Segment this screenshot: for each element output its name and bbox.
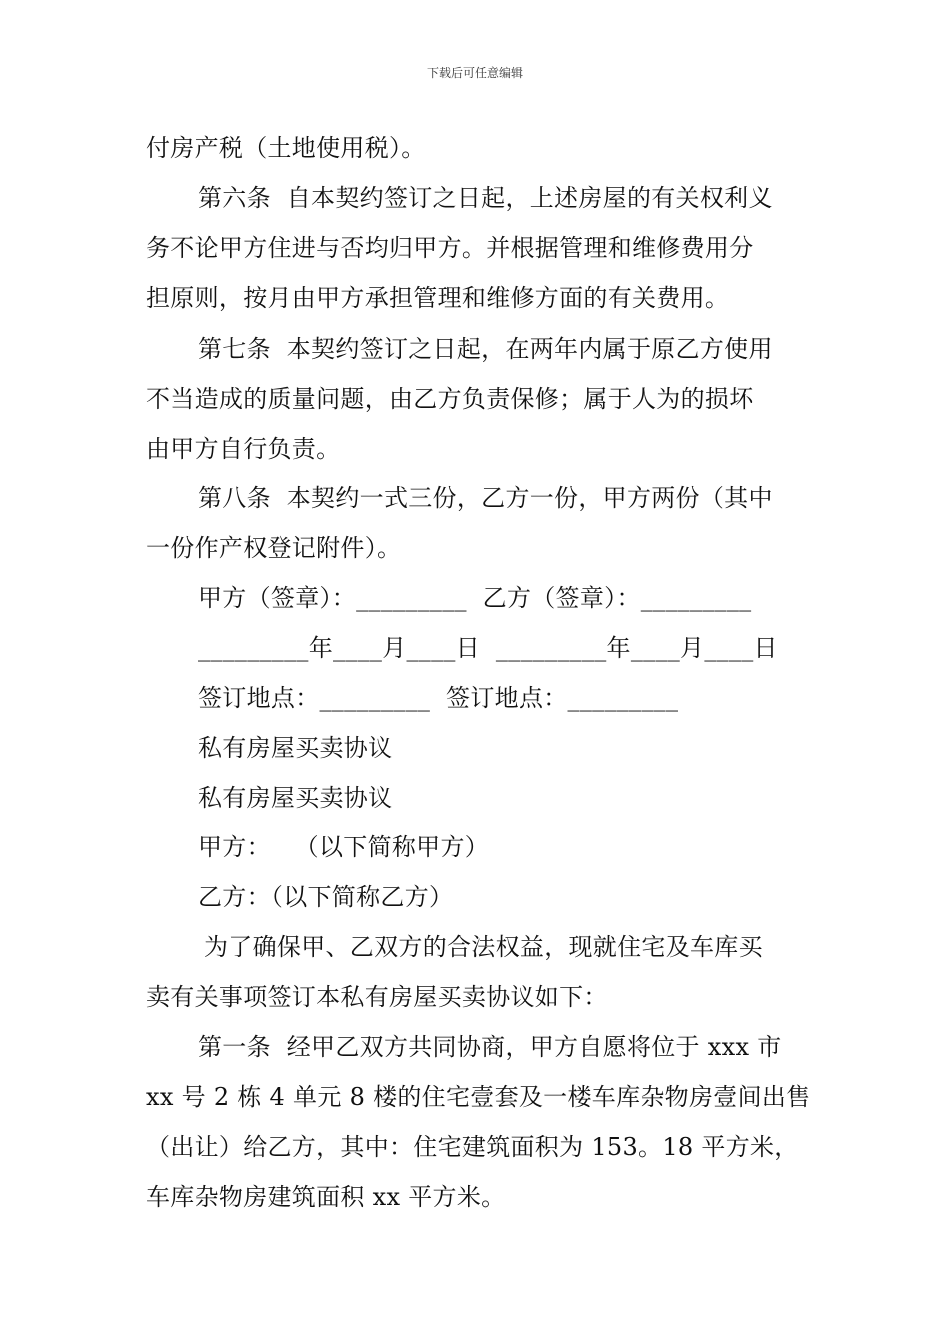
paragraph-line: 一份作产权登记附件）。 (146, 534, 402, 562)
paragraph-line: 担原则，按月由甲方承担管理和维修方面的有关费用。 (146, 284, 730, 312)
paragraph-line: 第六条 自本契约签订之日起，上述房屋的有关权利义 (198, 184, 773, 212)
paragraph-line: 第八条 本契约一式三份，乙方一份，甲方两份（其中 (198, 484, 773, 512)
section-title: 私有房屋买卖协议 (198, 734, 393, 762)
section-title: 私有房屋买卖协议 (198, 784, 393, 812)
location-line: 签订地点：_________ 签订地点：_________ (198, 684, 679, 712)
paragraph-line: 由甲方自行负责。 (146, 435, 341, 463)
paragraph-line: 第七条 本契约签订之日起，在两年内属于原乙方使用 (198, 335, 773, 363)
paragraph-line: 卖有关事项签订本私有房屋买卖协议如下： (146, 983, 608, 1011)
date-line: _________年____月____日 _________年____月____日 (198, 634, 778, 662)
paragraph-line: 务不论甲方住进与否均归甲方。并根据管理和维修费用分 (146, 234, 754, 262)
party-a-line: 甲方： （以下简称甲方） (198, 833, 490, 861)
paragraph-line: 为了确保甲、乙双方的合法权益，现就住宅及车库买 (204, 933, 763, 961)
signature-line: 甲方（签章）：_________ 乙方（签章）：_________ (198, 584, 752, 612)
paragraph-line: xx 号 2 栋 4 单元 8 楼的住宅壹套及一楼车库杂物房壹间出售 (146, 1083, 811, 1111)
paragraph-line: 不当造成的质量问题，由乙方负责保修；属于人为的损坏 (146, 385, 754, 413)
paragraph-line: 车库杂物房建筑面积 xx 平方米。 (146, 1183, 506, 1211)
page-header: 下载后可任意编辑 (426, 66, 523, 80)
paragraph-line: 付房产税（土地使用税）。 (146, 134, 426, 162)
paragraph-line: 第一条 经甲乙双方共同协商，甲方自愿将位于 xxx 市 (198, 1033, 782, 1061)
party-b-line: 乙方：（以下简称乙方） (198, 883, 454, 911)
paragraph-line: （出让）给乙方，其中：住宅建筑面积为 153。18 平方米， (146, 1133, 799, 1161)
